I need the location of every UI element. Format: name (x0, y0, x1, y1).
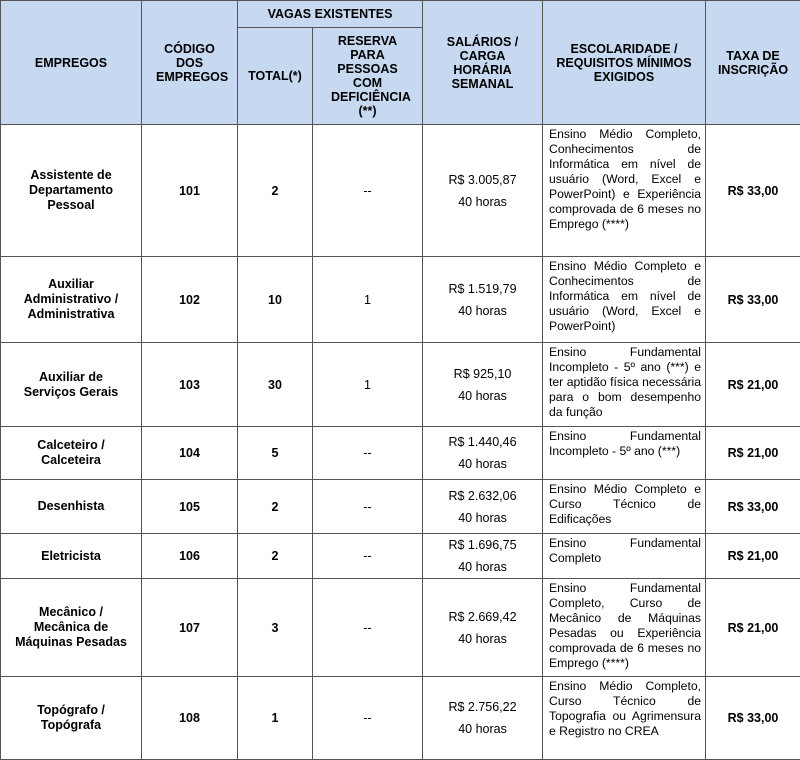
reserva-cell: -- (313, 427, 423, 480)
requirements-cell: Ensino Fundamental Incompleto - 5º ano (***) (543, 427, 706, 480)
header-vagas: VAGAS EXISTENTES (238, 1, 423, 28)
table-row (1, 480, 800, 534)
fee-cell: R$ 33,00 (706, 480, 800, 534)
weekly-hours: 40 horas (458, 388, 507, 403)
salary-value: R$ 1.440,46 (448, 435, 517, 449)
requirements-cell: Ensino Médio Completo, Curso Técnico de Topografia ou Agrimensura e Registro no CREA (543, 677, 706, 760)
salary-value: R$ 3.005,87 (448, 172, 517, 187)
salary-cell (423, 480, 543, 534)
weekly-hours: 40 horas (458, 510, 507, 525)
job-cell: Auxiliar de Serviços Gerais (1, 343, 142, 427)
header-codigo: CÓDIGO DOS EMPREGOS (142, 1, 238, 125)
code-cell: 104 (142, 427, 238, 480)
reserva-cell: -- (313, 534, 423, 579)
table-row (1, 534, 800, 579)
salary-cell (423, 534, 543, 579)
weekly-hours: 40 horas (458, 722, 507, 736)
salary-value: R$ 1.696,75 (448, 538, 517, 552)
salary-cell (423, 427, 543, 480)
weekly-hours: 40 horas (458, 303, 507, 318)
requirements-cell: Ensino Fundamental Completo, Curso de Mecânico de Máquinas Pesadas ou Experiência comprovada de 6 meses no Emprego (****) (543, 579, 706, 677)
code-cell: 108 (142, 677, 238, 760)
header-escolaridade: ESCOLARIDADE / REQUISITOS MÍNIMOS EXIGIDOS (543, 1, 706, 125)
weekly-hours: 40 horas (458, 631, 507, 646)
reserva-cell: -- (313, 480, 423, 534)
reserva-cell: -- (313, 125, 423, 257)
fee-cell: R$ 33,00 (706, 677, 800, 760)
code-cell: 107 (142, 579, 238, 677)
salary-value: R$ 925,10 (453, 366, 512, 381)
fee-cell: R$ 33,00 (706, 257, 800, 343)
fee-cell: R$ 21,00 (706, 343, 800, 427)
table-row (1, 579, 800, 677)
code-cell: 103 (142, 343, 238, 427)
weekly-hours: 40 horas (458, 194, 507, 209)
header-reserva: RESERVA PARA PESSOAS COM DEFICIÊNCIA (**) (313, 28, 423, 125)
job-cell: Mecânico / Mecânica de Máquinas Pesadas (1, 579, 142, 677)
weekly-hours: 40 horas (458, 560, 507, 574)
header-empregos: EMPREGOS (1, 1, 142, 125)
total-cell: 10 (238, 257, 313, 343)
total-cell: 30 (238, 343, 313, 427)
salary-value: R$ 2.632,06 (448, 488, 517, 503)
table-row (1, 427, 800, 480)
job-cell: Calceteiro / Calceteira (1, 427, 142, 480)
reserva-cell: -- (313, 579, 423, 677)
code-cell: 101 (142, 125, 238, 257)
requirements-cell: Ensino Médio Completo e Conhecimentos de Informática em nível de usuário (Word, Excel e PowerPoint) (543, 257, 706, 343)
table-row (1, 257, 800, 343)
salary-cell (423, 579, 543, 677)
total-cell: 2 (238, 125, 313, 257)
reserva-cell: 1 (313, 257, 423, 343)
table-row (1, 125, 800, 257)
table-row (1, 677, 800, 760)
salary-value: R$ 1.519,79 (448, 281, 517, 296)
salary-cell (423, 257, 543, 343)
salary-cell (423, 677, 543, 760)
header-salarios: SALÁRIOS / CARGA HORÁRIA SEMANAL (423, 1, 543, 125)
code-cell: 102 (142, 257, 238, 343)
salary-value: R$ 2.756,22 (448, 700, 517, 714)
requirements-cell: Ensino Médio Completo, Conhecimentos de Informática em nível de usuário (Word, Excel e PowerPoint) e Experiência comprovada de 6 meses no Emprego (****) (543, 125, 706, 257)
code-cell: 106 (142, 534, 238, 579)
salary-cell (423, 125, 543, 257)
job-cell: Assistente de Departamento Pessoal (1, 125, 142, 257)
total-cell: 1 (238, 677, 313, 760)
job-cell: Topógrafo / Topógrafa (1, 677, 142, 760)
total-cell: 3 (238, 579, 313, 677)
requirements-cell: Ensino Fundamental Completo (543, 534, 706, 579)
total-cell: 5 (238, 427, 313, 480)
header-taxa: TAXA DE INSCRIÇÃO (706, 1, 800, 125)
salary-value: R$ 2.669,42 (448, 609, 517, 624)
job-cell: Auxiliar Administrativo / Administrativa (1, 257, 142, 343)
weekly-hours: 40 horas (458, 457, 507, 471)
requirements-cell: Ensino Fundamental Incompleto - 5º ano (***) e ter aptidão física necessária para o bom desempenho da função (543, 343, 706, 427)
table-row (1, 343, 800, 427)
reserva-cell: -- (313, 677, 423, 760)
header-total: TOTAL(*) (238, 28, 313, 125)
job-cell: Desenhista (1, 480, 142, 534)
job-cell: Eletricista (1, 534, 142, 579)
fee-cell: R$ 21,00 (706, 579, 800, 677)
fee-cell: R$ 33,00 (706, 125, 800, 257)
total-cell: 2 (238, 534, 313, 579)
requirements-cell: Ensino Médio Completo e Curso Técnico de Edificações (543, 480, 706, 534)
fee-cell: R$ 21,00 (706, 534, 800, 579)
reserva-cell: 1 (313, 343, 423, 427)
table-header (1, 1, 800, 125)
table-body (1, 125, 800, 760)
code-cell: 105 (142, 480, 238, 534)
total-cell: 2 (238, 480, 313, 534)
fee-cell: R$ 21,00 (706, 427, 800, 480)
salary-cell (423, 343, 543, 427)
